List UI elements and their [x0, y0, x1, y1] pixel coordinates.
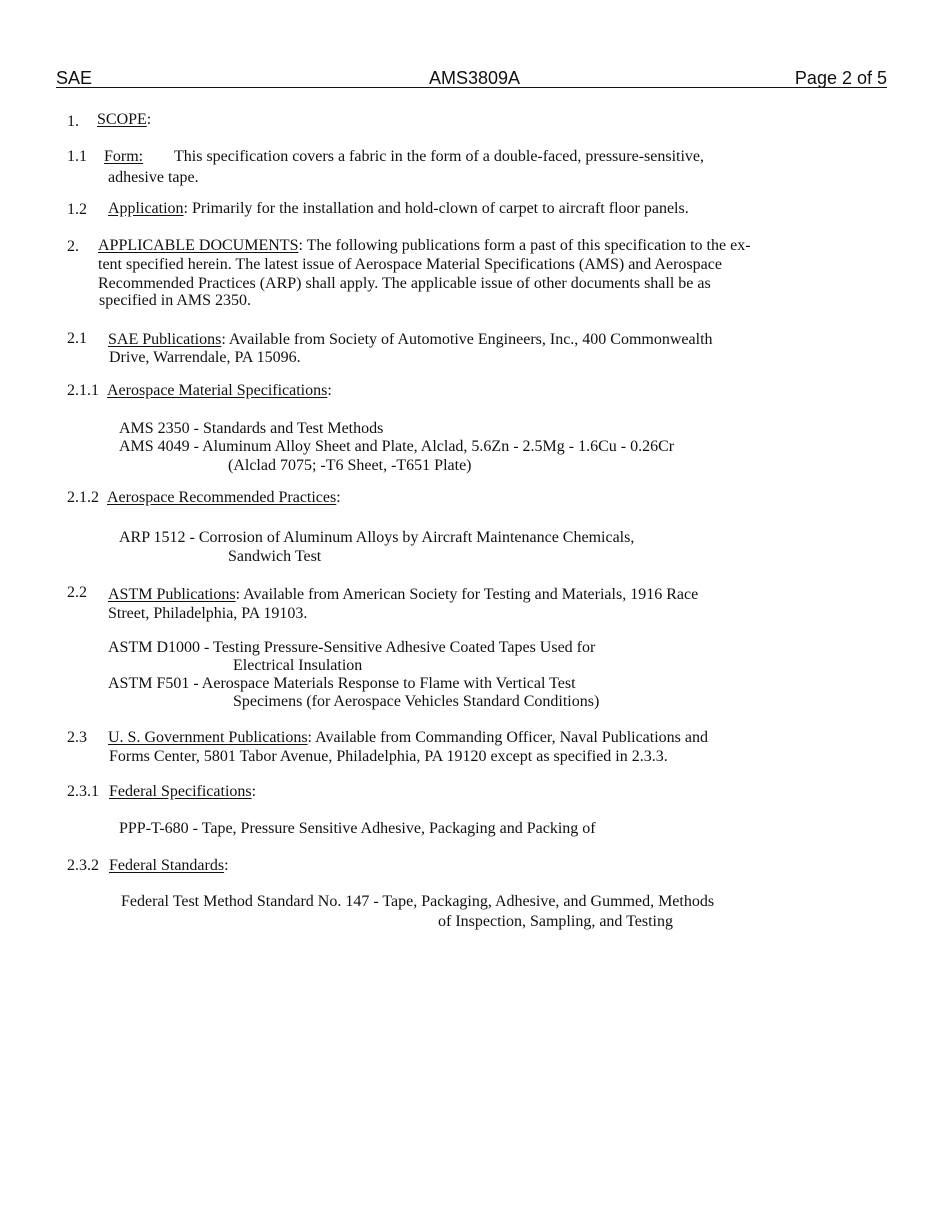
- arp-title: Aerospace Recommended Practices: [107, 489, 337, 506]
- fed-standards-title-suffix: :: [224, 857, 229, 874]
- reference-item: ASTM D1000 - Testing Pressure-Sensitive Adhesive Coated Tapes Used for: [108, 639, 596, 656]
- arp-title-suffix: :: [336, 489, 341, 506]
- ams-specs-title: Aerospace Material Specifications: [107, 382, 328, 399]
- reference-item-continuation: Specimens (for Aerospace Vehicles Standard Conditions): [233, 693, 600, 710]
- reference-item-continuation: (Alclad 7075; -T6 Sheet, -T651 Plate): [228, 457, 472, 474]
- reference-item-continuation: of Inspection, Sampling, and Testing: [438, 913, 673, 930]
- header-rule: [56, 87, 887, 88]
- section-number: 2.3.1: [67, 783, 99, 800]
- form-heading: [104, 147, 143, 166]
- applicable-documents-line: specified in AMS 2350.: [99, 292, 251, 309]
- section-number: 2.: [67, 238, 79, 255]
- applicable-documents-line: Recommended Practices (ARP) shall apply. The applicable issue of other documents shall be as: [98, 275, 711, 292]
- header-org: SAE: [56, 68, 93, 88]
- fed-specs-heading: [109, 782, 256, 801]
- applicable-documents-line: [98, 236, 751, 255]
- reference-item: AMS 2350 - Standards and Test Methods: [119, 420, 384, 437]
- reference-item: AMS 4049 - Aluminum Alloy Sheet and Plate, Alclad, 5.6Zn - 2.5Mg - 1.6Cu - 0.26Cr: [119, 438, 675, 455]
- fed-specs-title-suffix: :: [251, 783, 257, 800]
- sae-publications-line: [108, 330, 713, 349]
- reference-item: ARP 1512 - Corrosion of Aluminum Alloys by Aircraft Maintenance Chemicals,: [119, 529, 635, 546]
- fed-specs-title: Federal Specifications: [109, 783, 252, 800]
- section-number: 2.1: [67, 330, 87, 347]
- applicable-documents-title: APPLICABLE DOCUMENTS: [98, 237, 299, 254]
- astm-line: [108, 585, 698, 604]
- applicable-documents-line: tent specified herein. The latest issue of Aerospace Material Specifications (AMS) and Aerospace: [98, 256, 722, 273]
- usgov-title: U. S. Government Publications: [108, 729, 308, 746]
- application-text: : Primarily for the installation and hold-clown of carpet to aircraft floor panels.: [183, 200, 689, 217]
- usgov-line: Forms Center, 5801 Tabor Avenue, Philadelphia, PA 19120 except as specified in 2.3.3.: [109, 748, 668, 765]
- section-number: 1.2: [67, 201, 87, 218]
- section-number: 1.: [67, 113, 79, 130]
- form-text-line: adhesive tape.: [108, 169, 199, 186]
- arp-heading: [107, 488, 341, 507]
- header-doc-number: AMS3809A: [429, 68, 521, 88]
- reference-item: ASTM F501 - Aerospace Materials Response to Flame with Vertical Test: [108, 675, 576, 692]
- application-paragraph: [108, 199, 689, 218]
- ams-specs-heading: [107, 381, 332, 400]
- form-text-line: This specification covers a fabric in the form of a double-faced, pressure-sensitive,: [174, 148, 705, 165]
- reference-item-continuation: Sandwich Test: [228, 548, 322, 565]
- application-title: Application: [108, 200, 184, 217]
- form-title: Form:: [104, 148, 144, 165]
- section-number: 2.3: [67, 729, 87, 746]
- fed-standards-title: Federal Standards: [109, 857, 225, 874]
- reference-item: PPP-T-680 - Tape, Pressure Sensitive Adhesive, Packaging and Packing of: [119, 820, 596, 837]
- sae-publications-text: : Available from Society of Automotive Engineers, Inc., 400 Commonwealth: [221, 331, 713, 348]
- header-page-number: Page 2 of 5: [794, 68, 887, 88]
- section-number: 2.2: [67, 584, 87, 601]
- sae-publications-title: SAE Publications: [108, 331, 222, 348]
- scope-title-suffix: :: [146, 111, 152, 128]
- section-number: 1.1: [67, 148, 87, 165]
- astm-line: Street, Philadelphia, PA 19103.: [108, 605, 308, 622]
- section-number: 2.1.2: [67, 489, 99, 506]
- ams-specs-title-suffix: :: [327, 382, 332, 399]
- sae-publications-line: Drive, Warrendale, PA 15096.: [109, 349, 301, 366]
- fed-standards-heading: [109, 856, 229, 875]
- reference-item-continuation: Electrical Insulation: [233, 657, 363, 674]
- scope-title: SCOPE: [97, 111, 147, 128]
- section-number: 2.3.2: [67, 857, 99, 874]
- usgov-line: [108, 728, 708, 747]
- applicable-documents-text: : The following publications form a past of this specification to the ex-: [298, 237, 751, 254]
- reference-item: Federal Test Method Standard No. 147 - Tape, Packaging, Adhesive, and Gummed, Methods: [121, 893, 715, 910]
- scope-heading: [97, 110, 151, 129]
- astm-title: ASTM Publications: [108, 586, 236, 603]
- usgov-text: : Available from Commanding Officer, Naval Publications and: [307, 729, 708, 746]
- astm-text: : Available from American Society for Testing and Materials, 1916 Race: [235, 586, 699, 603]
- section-number: 2.1.1: [67, 382, 99, 399]
